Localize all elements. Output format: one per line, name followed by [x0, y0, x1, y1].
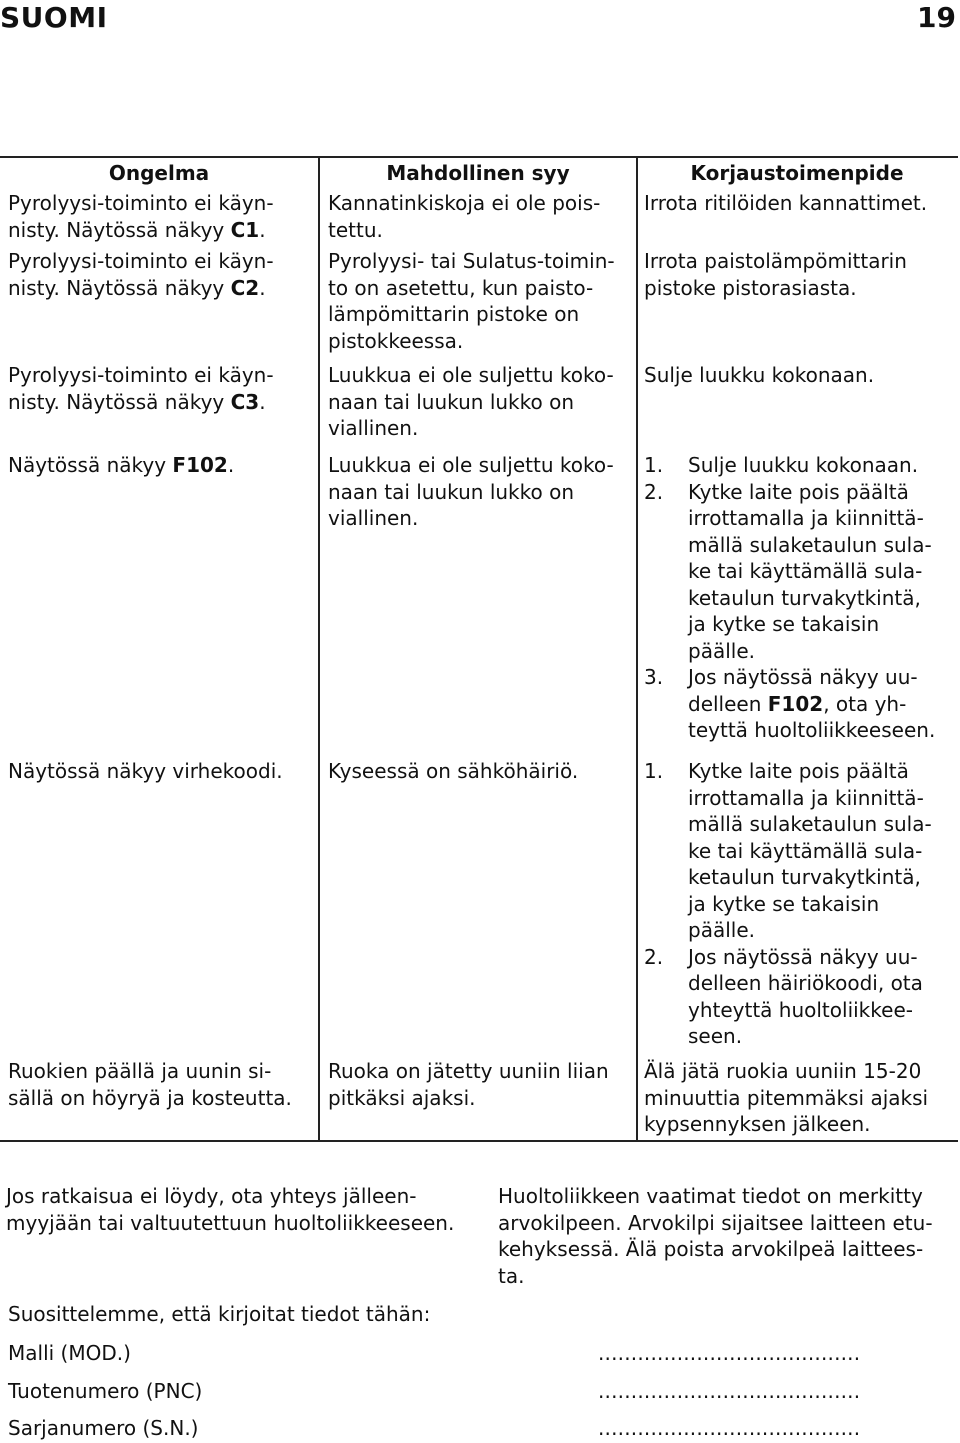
column-header-problem: Ongelma: [108, 161, 210, 185]
list-item: [644, 664, 950, 744]
text-line: Luukkua ei ole suljettu koko-: [328, 363, 614, 387]
table-row: [0, 444, 958, 750]
text-line: ke tai käyttämällä sula-: [688, 838, 923, 863]
text-line: viallinen.: [328, 506, 419, 530]
text-line: seen.: [688, 1024, 743, 1048]
text-span: nisty. Näytössä näkyy: [8, 275, 231, 300]
text-line: Jos näytössä näkyy uu-: [688, 665, 918, 689]
table-row: [0, 358, 958, 444]
record-row-serial: [8, 1413, 948, 1443]
text-line: yhteyttä huoltoliikkee-: [688, 997, 913, 1022]
step-text: [688, 944, 950, 1050]
step-number: 2.: [644, 479, 664, 504]
step-text: [688, 452, 950, 479]
text-line: [8, 452, 310, 479]
text-line: Huoltoliikkeen vaatimat tiedot on merkitty: [498, 1184, 923, 1208]
cause-cell: [318, 444, 636, 750]
cause-cell: [318, 750, 636, 1056]
record-row-pnc: [8, 1376, 948, 1406]
text-span: , ota yh-: [823, 691, 907, 716]
cause-cell: [318, 244, 636, 358]
text-line: Jos ratkaisua ei löydy, ota yhteys jälleen-: [6, 1184, 417, 1208]
text-line: pistokkeessa.: [328, 328, 464, 353]
text-line: irrottamalla ja kiinnittä-: [688, 785, 924, 810]
contact-dealer-note: [6, 1183, 476, 1236]
record-fill-line: ........................................: [598, 1341, 861, 1365]
text-line: Kytke laite pois päältä: [688, 759, 909, 783]
text-line: ja kytke se takaisin: [688, 612, 880, 636]
text-line: Sulje luukku kokonaan.: [688, 453, 919, 477]
error-code: C2: [230, 275, 260, 300]
cause-cell: [318, 358, 636, 444]
fix-cell: [636, 1056, 958, 1140]
problem-cell: [0, 1056, 318, 1140]
text-line: mällä sulaketaulun sula-: [688, 532, 932, 557]
text-line: päälle.: [688, 918, 755, 942]
list-item: [644, 944, 950, 1050]
step-text: [688, 758, 950, 944]
text-line: ta.: [498, 1263, 525, 1288]
text-line: Kannatinkiskoja ei ole pois-: [328, 191, 601, 215]
text-line: pitkäksi ajaksi.: [328, 1085, 476, 1110]
text-line: mällä sulaketaulun sula-: [688, 812, 932, 836]
text-line: Pyrolyysi-toiminto ei käyn-: [8, 191, 274, 215]
page-header: [0, 0, 960, 44]
text-line: pistoke pistorasiasta.: [644, 275, 857, 300]
text-line: Pyrolyysi-toiminto ei käyn-: [8, 249, 274, 273]
problem-cell: [0, 444, 318, 750]
text-line: ja kytke se takaisin: [688, 891, 880, 916]
text-span: .: [259, 389, 266, 414]
fix-steps-list: [644, 758, 950, 1050]
text-line: päälle.: [688, 638, 755, 663]
column-header-fix: Korjaustoimenpide: [636, 158, 958, 188]
error-code: C1: [230, 217, 260, 242]
list-item: [644, 479, 950, 665]
error-code: F102: [767, 691, 824, 716]
rating-plate-note: [498, 1183, 960, 1289]
text-line: Ruoka on jätetty uuniin liian: [328, 1059, 609, 1083]
record-label: Sarjanumero (S.N.): [8, 1416, 199, 1440]
cause-cell: [318, 188, 636, 244]
text-line: ketaulun turvakytkintä,: [688, 865, 921, 889]
text-span: nisty. Näytössä näkyy: [8, 217, 231, 242]
text-line: Sulje luukku kokonaan.: [644, 363, 875, 387]
text-line: arvokilpeen. Arvokilpi sijaitsee laitteen etu-: [498, 1210, 933, 1235]
records-intro: Suosittelemme, että kirjoitat tiedot tähän:: [8, 1302, 431, 1326]
text-line: kypsennyksen jälkeen.: [644, 1112, 871, 1136]
text-span: Näytössä näkyy: [8, 453, 173, 477]
text-span: .: [227, 453, 235, 477]
text-span: delleen: [688, 691, 768, 716]
text-line: Kytke laite pois päältä: [688, 479, 909, 504]
record-fill-line: ........................................: [598, 1416, 861, 1440]
text-line: [8, 275, 310, 302]
page-number: 19: [917, 1, 956, 34]
text-span: .: [259, 275, 266, 300]
text-span: nisty. Näytössä näkyy: [8, 389, 231, 414]
text-line: minuuttia pitemmäksi ajaksi: [644, 1085, 929, 1110]
fix-cell: [636, 188, 958, 244]
cause-cell: [318, 1056, 636, 1140]
step-text: [688, 479, 950, 665]
text-line: [8, 389, 310, 416]
text-line: viallinen.: [328, 416, 419, 440]
language-heading: SUOMI: [0, 1, 108, 34]
table-row: [0, 1056, 958, 1140]
table-header-row: [0, 158, 958, 188]
troubleshooting-table: [0, 156, 958, 1142]
text-line: lämpömittarin pistoke on: [328, 302, 580, 326]
problem-cell: [0, 750, 318, 1056]
text-line: Ruokien päällä ja uunin si-: [8, 1059, 272, 1083]
text-line: ke tai käyttämällä sula-: [688, 559, 923, 583]
text-line: delleen häiriökoodi, ota: [688, 971, 923, 995]
text-line: teyttä huoltoliikkeeseen.: [688, 718, 936, 742]
text-line: tettu.: [328, 217, 383, 242]
text-line: Jos näytössä näkyy uu-: [688, 944, 918, 969]
step-number: 1.: [644, 759, 664, 783]
text-line: sällä on höyryä ja kosteutta.: [8, 1085, 292, 1110]
text-line: Irrota paistolämpömittarin: [644, 249, 907, 273]
table-row: [0, 244, 958, 358]
step-number: 3.: [644, 665, 664, 689]
problem-cell: [0, 188, 318, 244]
text-line: Irrota ritilöiden kannattimet.: [644, 191, 928, 215]
text-line: Älä jätä ruokia uuniin 15-20: [644, 1059, 922, 1083]
step-text: [688, 664, 950, 744]
column-header-cause: Mahdollinen syy: [318, 158, 636, 188]
text-line: [688, 691, 950, 718]
text-line: Kyseessä on sähköhäiriö.: [328, 759, 579, 783]
step-number: 2.: [644, 944, 664, 969]
text-line: Luukkua ei ole suljettu koko-: [328, 453, 614, 477]
text-line: to on asetettu, kun paisto-: [328, 275, 594, 300]
table-row: [0, 188, 958, 244]
text-line: myyjään tai valtuutettuun huoltoliikkeeseen.: [6, 1210, 455, 1235]
step-number: 1.: [644, 453, 664, 477]
fix-steps-list: [644, 452, 950, 744]
record-label: Tuotenumero (PNC): [8, 1379, 203, 1403]
error-code: C3: [230, 389, 260, 414]
list-item: [644, 758, 950, 944]
list-item: [644, 452, 950, 479]
record-fill-line: ........................................: [598, 1379, 861, 1403]
table-row: [0, 750, 958, 1056]
text-line: naan tai luukun lukko on: [328, 389, 575, 414]
text-span: .: [259, 217, 266, 242]
fix-cell: [636, 750, 958, 1056]
fix-cell: [636, 358, 958, 444]
text-line: [8, 217, 310, 244]
problem-cell: [0, 244, 318, 358]
record-label: Malli (MOD.): [8, 1341, 131, 1365]
fix-cell: [636, 444, 958, 750]
text-line: ketaulun turvakytkintä,: [688, 585, 921, 610]
text-line: Pyrolyysi- tai Sulatus-toimin-: [328, 249, 615, 273]
text-line: Pyrolyysi-toiminto ei käyn-: [8, 363, 274, 387]
text-line: naan tai luukun lukko on: [328, 479, 575, 504]
text-line: irrottamalla ja kiinnittä-: [688, 506, 924, 530]
record-row-model: [8, 1338, 948, 1368]
error-code: F102: [172, 453, 228, 477]
text-line: kehyksessä. Älä poista arvokilpeä laittees-: [498, 1237, 924, 1261]
fix-cell: [636, 244, 958, 358]
problem-cell: [0, 358, 318, 444]
text-line: Näytössä näkyy virhekoodi.: [8, 759, 283, 783]
